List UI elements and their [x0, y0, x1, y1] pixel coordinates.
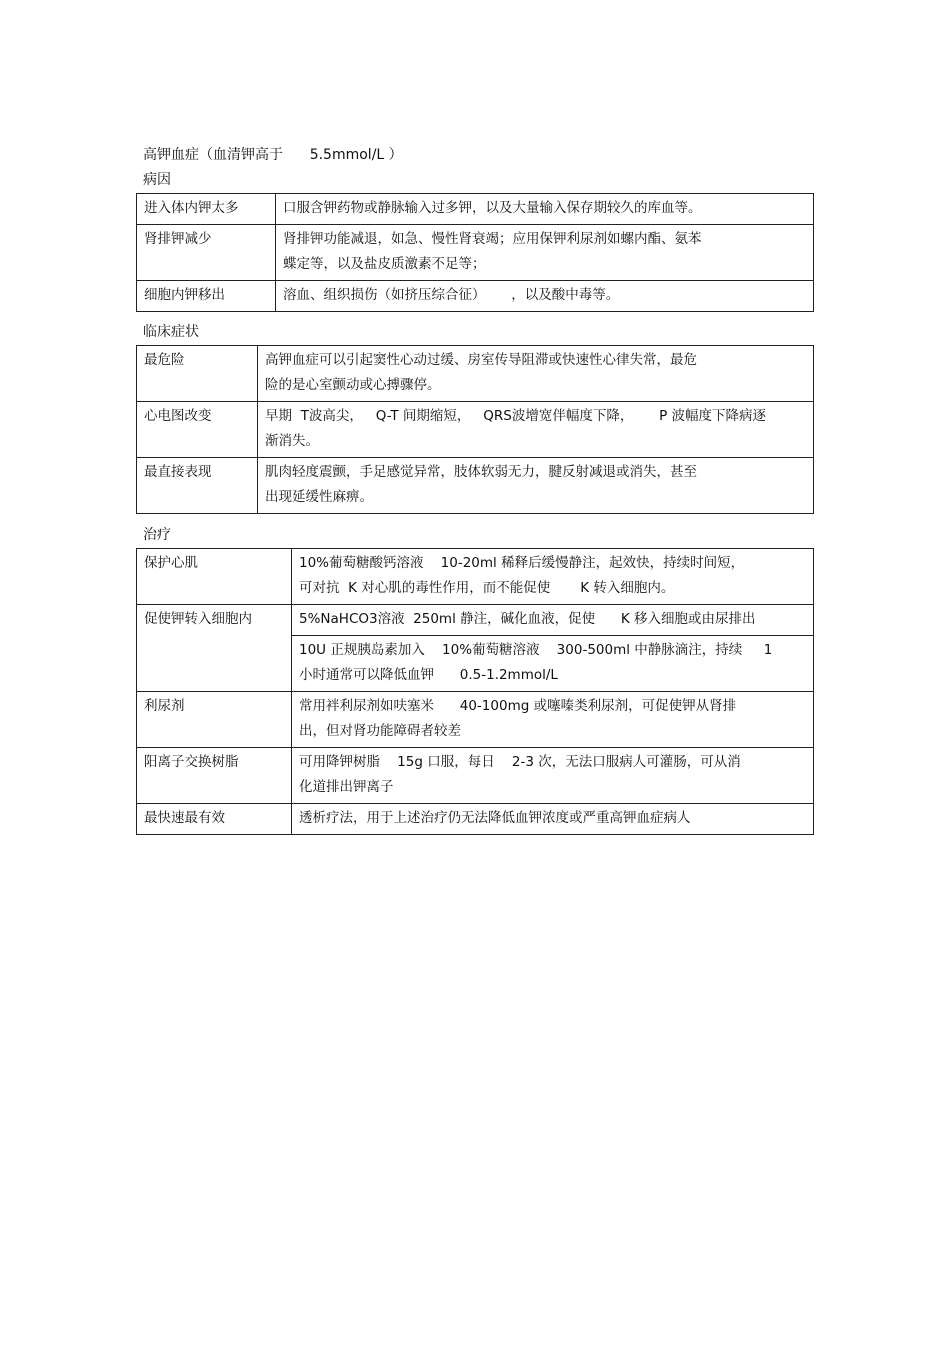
- table-row: [137, 692, 814, 748]
- treatment-desc: 可用降钾树脂 15g 口服，每日 2-3 次，无法口服病人可灌肠，可从消 化道排出钾离子: [292, 748, 814, 804]
- table-row: [137, 748, 814, 804]
- treatment-term: 阳离子交换树脂: [137, 748, 292, 804]
- treatment-term: 保护心肌: [137, 549, 292, 605]
- treatment-term: 利尿剂: [137, 692, 292, 748]
- cause-term: 肾排钾减少: [137, 225, 276, 281]
- treatment-desc: 5%NaHCO3溶液 250ml 静注，碱化血液，促使 K 移入细胞或由尿排出: [292, 605, 814, 636]
- treatment-table: [136, 548, 814, 835]
- table-row: [137, 458, 814, 514]
- table-row: [137, 549, 814, 605]
- section-label-treatment: 治疗: [143, 527, 171, 543]
- causes-table: [136, 193, 814, 312]
- document-title: 高钾血症（血清钾高于 5.5mmol/L ）: [143, 147, 403, 163]
- symptom-desc: 早期 T波高尖， Q-T 间期缩短， QRS波增宽伴幅度下降， P 波幅度下降病逐 渐消失。: [258, 402, 814, 458]
- table-row: [137, 346, 814, 402]
- cause-desc: 口服含钾药物或静脉输入过多钾，以及大量输入保存期较久的库血等。: [276, 194, 814, 225]
- cause-desc: 肾排钾功能减退，如急、慢性肾衰竭；应用保钾利尿剂如螺内酯、氨苯 蝶定等，以及盐皮质激素不足等；: [276, 225, 814, 281]
- symptom-desc: 高钾血症可以引起窦性心动过缓、房室传导阻滞或快速性心律失常，最危 险的是心室颤动或心搏骤停。: [258, 346, 814, 402]
- table-row: [137, 225, 814, 281]
- symptom-term: 心电图改变: [137, 402, 258, 458]
- cause-term: 进入体内钾太多: [137, 194, 276, 225]
- treatment-desc: 10%葡萄糖酸钙溶液 10-20ml 稀释后缓慢静注，起效快，持续时间短， 可对抗 K 对心肌的毒性作用，而不能促使 K 转入细胞内。: [292, 549, 814, 605]
- table-row: [137, 804, 814, 835]
- treatment-desc: 透析疗法，用于上述治疗仍无法降低血钾浓度或严重高钾血症病人: [292, 804, 814, 835]
- symptom-term: 最直接表现: [137, 458, 258, 514]
- treatment-term: 促使钾转入细胞内: [137, 605, 292, 692]
- section-label-causes: 病因: [143, 172, 171, 188]
- table-row: [137, 402, 814, 458]
- treatment-term: 最快速最有效: [137, 804, 292, 835]
- treatment-desc: 10U 正规胰岛素加入 10%葡萄糖溶液 300-500ml 中静脉滴注，持续 1 小时通常可以降低血钾 0.5-1.2mmol/L: [292, 636, 814, 692]
- symptom-term: 最危险: [137, 346, 258, 402]
- symptom-desc: 肌肉轻度震颤，手足感觉异常，肢体软弱无力，腱反射减退或消失，甚至 出现延缓性麻痹。: [258, 458, 814, 514]
- section-label-symptoms: 临床症状: [143, 324, 199, 340]
- table-row: [137, 281, 814, 312]
- table-row: [137, 605, 814, 636]
- symptoms-table: [136, 345, 814, 514]
- treatment-desc: 常用袢利尿剂如呋塞米 40-100mg 或噻嗪类利尿剂，可促使钾从肾排 出，但对肾功能障碍者较差: [292, 692, 814, 748]
- cause-desc: 溶血、组织损伤（如挤压综合征） ，以及酸中毒等。: [276, 281, 814, 312]
- table-row: [137, 194, 814, 225]
- cause-term: 细胞内钾移出: [137, 281, 276, 312]
